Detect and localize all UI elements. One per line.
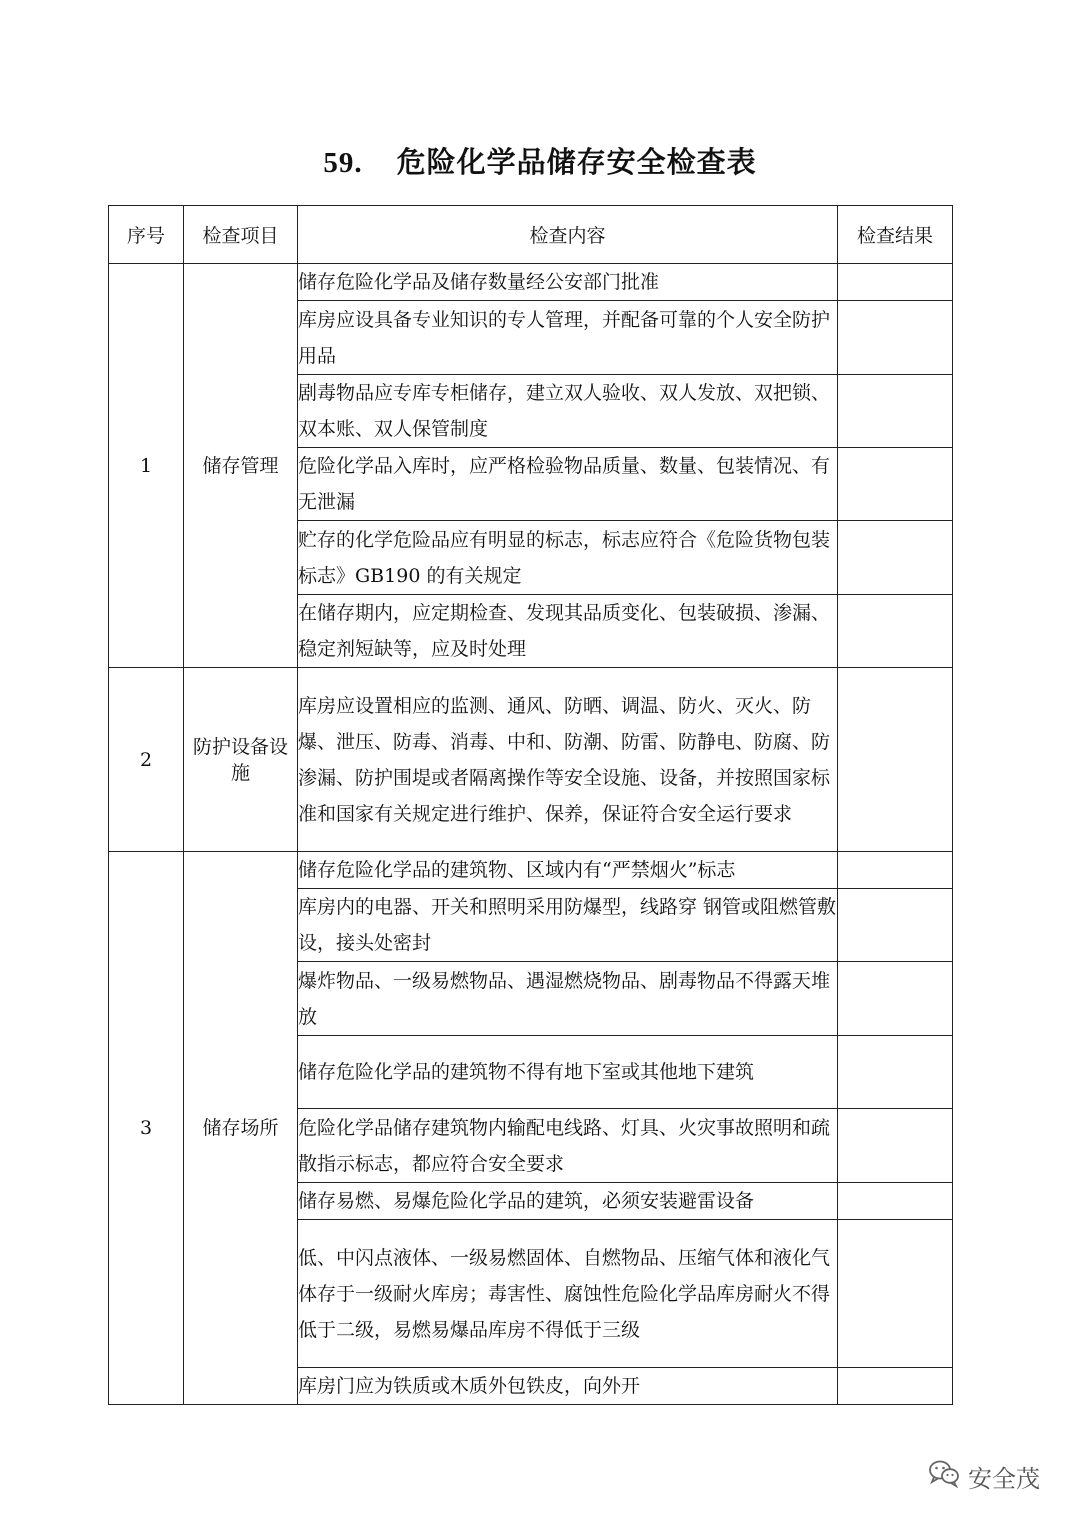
- check-content: 储存危险化学品及储存数量经公安部门批准: [298, 264, 838, 301]
- check-content: 储存危险化学品的建筑物不得有地下室或其他地下建筑: [298, 1036, 838, 1109]
- table-row: [109, 668, 953, 852]
- section-item: [184, 668, 298, 852]
- check-content: 爆炸物品、一级易燃物品、遇湿燃烧物品、剧毒物品不得露天堆放: [298, 962, 838, 1036]
- section-seq: 3: [109, 852, 184, 1405]
- header-content: 检查内容: [298, 206, 838, 264]
- check-content: 储存危险化学品的建筑物、区域内有“严禁烟火”标志: [298, 852, 838, 889]
- table-row: [109, 264, 953, 301]
- check-result-cell[interactable]: [838, 1368, 953, 1405]
- check-result-cell[interactable]: [838, 889, 953, 962]
- check-result-cell[interactable]: [838, 962, 953, 1036]
- section-item: [184, 264, 298, 668]
- inspection-table: [108, 205, 953, 1405]
- title-number: 59.: [323, 147, 363, 179]
- section-seq: 2: [109, 668, 184, 852]
- check-result-cell[interactable]: [838, 1036, 953, 1109]
- header-item: 检查项目: [184, 206, 298, 264]
- table-header-row: [109, 206, 953, 264]
- section-item-label: 防护设备设施: [192, 735, 288, 784]
- check-result-cell[interactable]: [838, 375, 953, 448]
- check-content: 储存易燃、易爆危险化学品的建筑，必须安装避雷设备: [298, 1183, 838, 1220]
- section-item-label: 储存管理: [202, 454, 279, 477]
- check-content: 库房内的电器、开关和照明采用防爆型，线路穿 钢管或阻燃管敷设，接头处密封: [298, 889, 838, 962]
- check-result-cell[interactable]: [838, 448, 953, 521]
- check-result-cell[interactable]: [838, 852, 953, 889]
- check-content: 低、中闪点液体、一级易燃固体、自燃物品、压缩气体和液化气体存于一级耐火库房；毒害性、腐蚀性危险化学品库房耐火不得低于二级，易燃易爆品库房不得低于三级: [298, 1220, 838, 1368]
- check-content: 危险化学品入库时，应严格检验物品质量、数量、包装情况、有无泄漏: [298, 448, 838, 521]
- check-content: 在储存期内，应定期检查、发现其品质变化、包装破损、渗漏、稳定剂短缺等，应及时处理: [298, 595, 838, 668]
- watermark: [928, 1456, 1040, 1496]
- section-item: [184, 852, 298, 1405]
- check-content: 库房应设具备专业知识的专人管理，并配备可靠的个人安全防护用品: [298, 301, 838, 375]
- check-content: 库房门应为铁质或木质外包铁皮，向外开: [298, 1368, 838, 1405]
- brand-name: 安全茂: [968, 1464, 1040, 1493]
- wechat-icon: [928, 1458, 960, 1494]
- section-item-label: 储存场所: [202, 1117, 279, 1139]
- table-row: [109, 852, 953, 889]
- check-content: 库房应设置相应的监测、通风、防晒、调温、防火、灭火、防爆、泄压、防毒、消毒、中和、防潮、防雷、防静电、防腐、防渗漏、防护围堤或者隔离操作等安全设施、设备，并按照国家标准和国家有关规定进行维护、保养，保证符合安全运行要求: [298, 668, 838, 852]
- header-result: 检查结果: [838, 206, 953, 264]
- header-seq: 序号: [109, 206, 184, 264]
- check-result-cell[interactable]: [838, 595, 953, 668]
- check-result-cell[interactable]: [838, 1183, 953, 1220]
- page-title: [0, 140, 1080, 185]
- check-result-cell[interactable]: [838, 1109, 953, 1183]
- check-result-cell[interactable]: [838, 301, 953, 375]
- section-seq: 1: [109, 264, 184, 668]
- check-content: 危险化学品储存建筑物内输配电线路、灯具、火灾事故照明和疏散指示标志，都应符合安全要求: [298, 1109, 838, 1183]
- title-text: 危险化学品储存安全检查表: [396, 145, 757, 179]
- check-result-cell[interactable]: [838, 668, 953, 852]
- check-result-cell[interactable]: [838, 1220, 953, 1368]
- check-content: 剧毒物品应专库专柜储存，建立双人验收、双人发放、双把锁、双本账、双人保管制度: [298, 375, 838, 448]
- check-result-cell[interactable]: [838, 521, 953, 595]
- check-result-cell[interactable]: [838, 264, 953, 301]
- check-content: 贮存的化学危险品应有明显的标志，标志应符合《危险货物包装标志》GB190 的有关规定: [298, 521, 838, 595]
